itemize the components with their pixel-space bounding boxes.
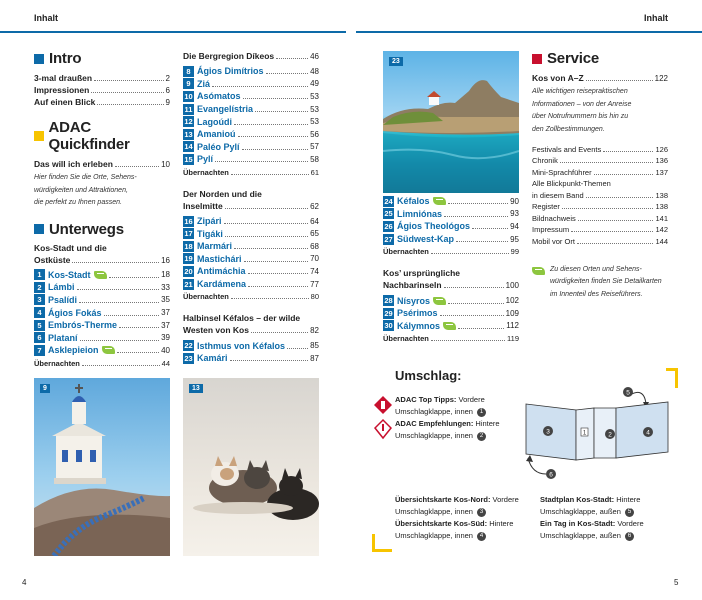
place-name: Asklepieion (48, 345, 99, 356)
detail-map-note: Zu diesen Orten und Sehens- würdigkeiten finden Sie Detailkarten im Innenteil des Reiseführers. (532, 264, 668, 302)
place-number: 5 (34, 320, 45, 331)
cover-number-5: 5 (625, 508, 634, 517)
service-item[interactable]: Bildnachweis 141 (532, 213, 668, 223)
place-number: 4 (34, 307, 45, 318)
service-item[interactable]: Register 138 (532, 202, 668, 211)
nachbarinseln-overnight (383, 332, 519, 344)
place-number: 27 (384, 234, 393, 244)
place-row[interactable] (183, 65, 319, 78)
blue-square-icon (34, 224, 44, 234)
svg-text:6: 6 (549, 471, 553, 479)
service-item[interactable]: in diesem Band 138 (532, 190, 668, 200)
quickfinder-desc: Hier finden Sie die Orte, Sehens- würdigkeiten und Attraktionen, die perfekt zu Ihnen passen. (34, 174, 137, 206)
toc-row: Übernachten 61 (183, 167, 319, 177)
place-name: Asómatos (197, 91, 241, 102)
umschlag-maps-block: Übersichtskarte Kos-Nord: Vordere Umschlagklappe, innen 3 Übersichtskarte Kos-Süd: Hintere Umschlagklappe, innen 4 (395, 495, 519, 540)
place-page: 37 (161, 320, 170, 330)
service-items-list (532, 143, 668, 247)
halbinsel-row: Westen von Kos 82 (183, 325, 319, 336)
photo-coast (383, 51, 519, 193)
place-row[interactable] (383, 294, 519, 307)
place-page: 90 (510, 196, 519, 206)
place-row[interactable] (34, 331, 170, 344)
unterwegs-heading: Unterwegs (34, 221, 170, 238)
place-name: Amanioú (197, 129, 236, 140)
place-page: 58 (310, 154, 319, 164)
place-number: 11 (184, 104, 193, 114)
place-name: Plataní (48, 332, 78, 343)
place-page: 35 (161, 295, 170, 305)
place-name: Psalídi (48, 294, 78, 305)
service-desc: Alle wichtigen reisepraktischen Informationen – von der Anreise über Notrufnummern bis hin zu den Zollbestimmungen. (532, 88, 632, 133)
place-number: 6 (34, 332, 45, 343)
place-number: 15 (184, 154, 193, 164)
place-page: 77 (310, 279, 319, 289)
nachbarinseln-row: Nachbarinseln 100 (383, 280, 519, 291)
svg-text:5: 5 (626, 389, 630, 397)
place-page: 40 (161, 345, 170, 355)
place-page: 70 (310, 254, 319, 264)
place-row[interactable] (34, 319, 170, 332)
halbinsel-title: Halbinsel Kéfalos – der wilde (183, 313, 301, 324)
place-row[interactable] (183, 278, 319, 291)
detail-map-icon (94, 271, 107, 279)
berg-places-list (183, 65, 319, 166)
cover-fold-diagram (518, 384, 678, 484)
cover-number-1: 1 (477, 408, 486, 417)
detail-map-icon (443, 322, 456, 330)
service-item[interactable]: Mini-Sprachführer 137 (532, 167, 668, 177)
place-number: 20 (184, 266, 193, 276)
bergregion-row: Die Bergregion Díkeos 46 (183, 51, 319, 61)
place-row[interactable] (183, 339, 319, 352)
place-name: Südwest-Kap (397, 234, 455, 245)
place-page: 95 (510, 234, 519, 244)
place-name: Ágios Theológos (397, 221, 470, 232)
quickfinder-item (34, 158, 170, 170)
toc-column-2 (183, 50, 319, 365)
quickfinder-heading: ADAC Quickfinder (34, 119, 170, 153)
place-row[interactable] (34, 269, 170, 282)
place-row[interactable] (183, 90, 319, 103)
toc-row: Übernachten 44 (34, 358, 170, 368)
place-page: 33 (161, 282, 170, 292)
umschlag-adac-block: ADAC Top Tipps: Vordere Umschlagklappe, innen 1 ADAC Empfehlungen: Hintere Umschlagklappe, innen 2 (395, 395, 500, 440)
svg-text:2: 2 (608, 431, 612, 439)
yellow-corner-bottom-left (372, 534, 392, 552)
place-row[interactable] (383, 233, 519, 246)
place-name: Ziá (197, 78, 211, 89)
place-number: 23 (184, 353, 193, 363)
place-row[interactable] (183, 153, 319, 166)
place-page: 85 (310, 341, 319, 351)
svg-text:4: 4 (646, 429, 650, 437)
place-row[interactable] (183, 128, 319, 141)
page-number-left: 4 (22, 578, 27, 587)
toc-row: Impressionen 6 (34, 85, 170, 95)
place-number: 2 (34, 282, 45, 293)
place-name: Zipári (197, 216, 222, 227)
norden-places-list (183, 215, 319, 291)
photo-badge-23: 23 (389, 57, 403, 66)
place-name: Mastichári (197, 253, 242, 264)
place-name: Lagoúdi (197, 116, 232, 127)
header-left: Inhalt (34, 13, 58, 23)
place-name: Paléo Pylí (197, 141, 240, 152)
adac-markers-icon (372, 394, 394, 440)
place-number: 3 (34, 294, 45, 305)
kos-section-row: Ostküste 16 (34, 254, 170, 265)
place-number: 17 (184, 229, 193, 239)
photo-badge-9: 9 (40, 384, 50, 393)
place-page: 49 (310, 79, 319, 89)
place-page: 56 (310, 129, 319, 139)
kefalos-places-list (383, 195, 519, 245)
halbinsel-places-list (183, 339, 319, 364)
intro-list (34, 72, 170, 108)
place-name: Pylí (197, 154, 214, 165)
svg-text:1: 1 (582, 430, 587, 437)
norden-title: Der Norden und die (183, 188, 262, 199)
place-name: Antimáchia (197, 266, 246, 277)
place-number: 1 (34, 269, 45, 280)
place-name: Kos-Stadt (48, 269, 91, 280)
kos-section-title: Kos-Stadt und die (34, 242, 107, 253)
umschlag-city-block: Stadtplan Kos-Stadt: Hintere Umschlagklappe, außen 5 Ein Tag in Kos-Stadt: Vordere Umschlagklappe, außen 6 (540, 495, 644, 540)
place-page: 37 (161, 308, 170, 318)
toc-column-1 (34, 50, 170, 369)
kos-overnight (34, 357, 170, 369)
place-name: Isthmus von Kéfalos (197, 340, 286, 351)
header-right: Inhalt (644, 13, 668, 23)
place-name: Tigáki (197, 228, 223, 239)
place-number: 28 (384, 296, 393, 306)
place-number: 26 (384, 221, 393, 231)
place-row[interactable] (183, 141, 319, 154)
place-row[interactable] (383, 320, 519, 333)
place-row[interactable] (383, 208, 519, 221)
toc-row: Auf einen Blick 9 (34, 97, 170, 107)
cover-number-3: 3 (477, 508, 486, 517)
place-page: 74 (310, 266, 319, 276)
place-number: 14 (184, 142, 193, 152)
service-item[interactable]: Impressum 142 (532, 225, 668, 234)
kos-a-z-row: Kos von A–Z 122 (532, 73, 668, 83)
service-item[interactable]: Mobil vor Ort 144 (532, 236, 668, 246)
place-page: 94 (510, 221, 519, 231)
place-page: 53 (310, 117, 319, 127)
nachbarinseln-title: Kos’ ursprüngliche (383, 268, 460, 279)
place-row[interactable] (183, 253, 319, 266)
umschlag-heading: Umschlag: (395, 368, 462, 383)
place-number: 24 (384, 196, 393, 206)
place-name: Kéfalos (397, 196, 430, 207)
place-number: 13 (184, 129, 193, 139)
place-number: 16 (184, 216, 193, 226)
place-row[interactable] (183, 78, 319, 91)
service-item[interactable]: Alle Blickpunkt-Themen (532, 179, 611, 188)
kos-places-list (34, 269, 170, 357)
place-name: Evangelístria (197, 104, 254, 115)
toc-row: Übernachten 80 (183, 292, 319, 302)
place-page: 93 (510, 209, 519, 219)
place-name: Ágios Fokás (48, 307, 102, 318)
svg-text:3: 3 (546, 428, 550, 436)
place-row[interactable] (183, 215, 319, 228)
place-page: 18 (161, 270, 170, 280)
yellow-square-icon (34, 131, 44, 141)
place-row[interactable] (183, 352, 319, 365)
berg-overnight (183, 166, 319, 178)
place-row[interactable] (383, 307, 519, 320)
place-name: Limniónas (397, 208, 443, 219)
toc-column-3 (383, 195, 519, 344)
place-name: Embrós-Therme (48, 320, 118, 331)
place-name: Kardámena (197, 279, 247, 290)
cover-number-2: 2 (477, 432, 486, 441)
page-number-right: 5 (674, 578, 679, 587)
place-page: 39 (161, 333, 170, 343)
photo-cats (183, 378, 319, 556)
place-number: 21 (184, 279, 193, 289)
place-page: 48 (310, 66, 319, 76)
place-row[interactable] (183, 240, 319, 253)
detail-map-icon (433, 197, 446, 205)
place-number: 9 (183, 78, 194, 89)
place-row[interactable] (383, 220, 519, 233)
place-row[interactable] (383, 195, 519, 208)
place-row[interactable] (183, 265, 319, 278)
norden-overnight (183, 290, 319, 302)
kefalos-overnight (383, 245, 519, 257)
place-number: 29 (384, 308, 393, 318)
cover-number-6: 6 (625, 532, 634, 541)
place-number: 19 (184, 254, 193, 264)
toc-row: 3-mal draußen 2 (34, 73, 170, 83)
toc-row: Übernachten 99 (383, 247, 519, 257)
place-page: 53 (310, 104, 319, 114)
photo-chapel (34, 378, 170, 556)
place-page: 68 (310, 241, 319, 251)
header-rule-left (0, 31, 346, 33)
chapel-illustration (34, 378, 170, 556)
place-name: Kálymnos (397, 320, 441, 331)
norden-row: Inselmitte 62 (183, 200, 319, 211)
detail-map-icon (433, 297, 446, 305)
service-heading: Service (532, 50, 668, 67)
place-page: 57 (310, 142, 319, 152)
detail-map-icon (102, 346, 115, 354)
place-name: Psérimos (397, 308, 438, 319)
place-name: Lámbi (48, 282, 75, 293)
nachbarinseln-places-list (383, 294, 519, 332)
place-number: 30 (384, 321, 393, 331)
header-rule-right (356, 31, 702, 33)
place-number: 25 (384, 209, 393, 219)
place-name: Ágios Dimítrios (197, 66, 264, 77)
place-number: 18 (184, 241, 193, 251)
place-row[interactable] (34, 281, 170, 294)
cover-number-4: 4 (477, 532, 486, 541)
place-name: Nísyros (397, 295, 431, 306)
cats-illustration (183, 378, 319, 556)
toc-column-4 (532, 50, 668, 301)
service-item[interactable]: Festivals and Events 126 (532, 144, 668, 154)
place-number: 10 (184, 91, 193, 101)
place-page: 64 (310, 216, 319, 226)
place-page: 112 (506, 321, 519, 331)
blue-square-icon (34, 54, 44, 64)
detail-map-icon (532, 267, 545, 275)
place-row[interactable] (34, 294, 170, 307)
toc-row: Übernachten 119 (383, 334, 519, 344)
place-row[interactable] (183, 115, 319, 128)
intro-heading: Intro (34, 50, 170, 67)
place-page: 87 (310, 353, 319, 363)
place-name: Marmári (197, 241, 233, 252)
place-number: 22 (184, 341, 193, 351)
place-row[interactable] (34, 306, 170, 319)
red-square-icon (532, 54, 542, 64)
place-row[interactable] (183, 103, 319, 116)
service-item[interactable]: Chronik 136 (532, 156, 668, 165)
place-page: 109 (505, 308, 519, 318)
place-number: 12 (184, 117, 193, 127)
place-number: 8 (183, 66, 194, 77)
place-page: 53 (310, 91, 319, 101)
place-row[interactable] (34, 344, 170, 357)
place-name: Kamári (197, 353, 228, 364)
coast-illustration (383, 51, 519, 193)
place-number: 7 (34, 345, 45, 356)
photo-badge-13: 13 (189, 384, 203, 393)
toc-row: Das will ich erleben 10 (34, 159, 170, 169)
place-page: 102 (505, 296, 519, 306)
place-row[interactable] (183, 227, 319, 240)
place-page: 65 (310, 229, 319, 239)
